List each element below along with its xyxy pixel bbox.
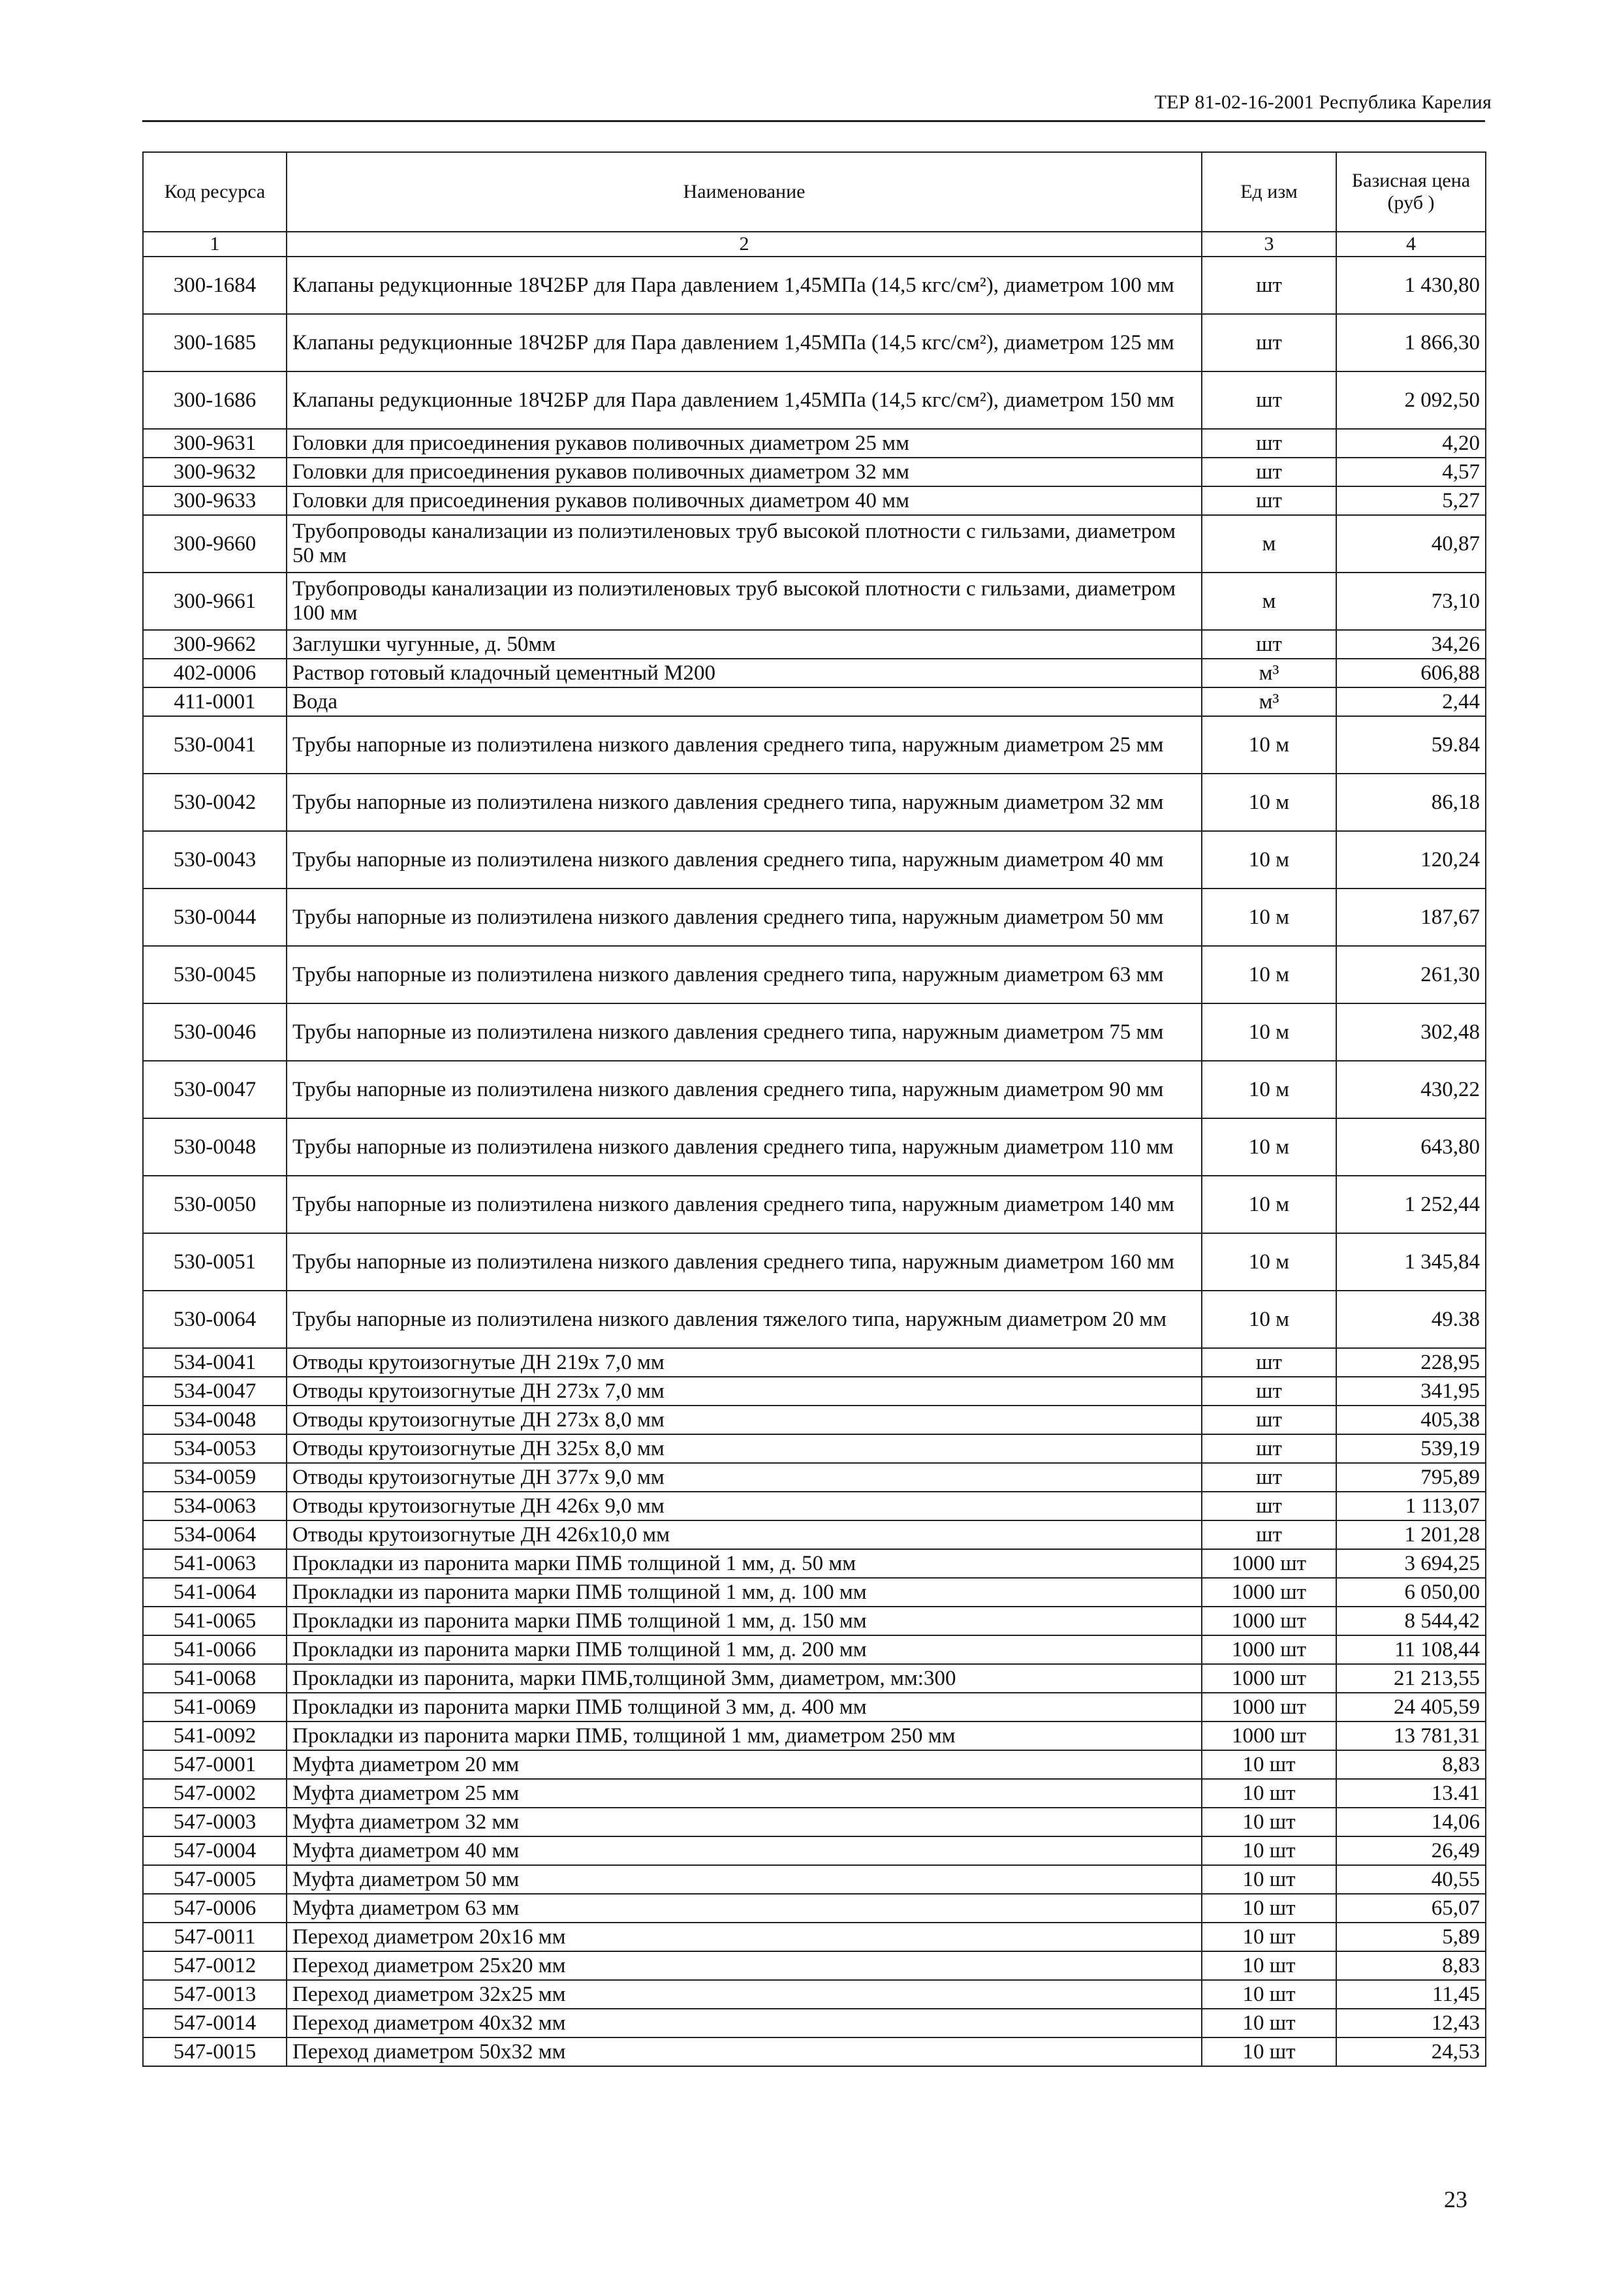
unit-cell: шт	[1202, 1492, 1336, 1520]
unit-cell: 10 м	[1202, 1233, 1336, 1291]
resource-name-cell: Головки для присоединения рукавов поливочных диаметром 40 мм	[287, 486, 1202, 515]
resource-code-cell: 300-1686	[143, 371, 287, 429]
unit-cell: 10 м	[1202, 946, 1336, 1003]
table-row	[143, 257, 1486, 314]
unit-cell: шт	[1202, 458, 1336, 486]
unit-cell: 1000 шт	[1202, 1722, 1336, 1750]
table-row	[143, 429, 1486, 458]
unit-cell: 10 м	[1202, 716, 1336, 774]
price-cell: 8 544,42	[1336, 1607, 1486, 1635]
resource-name-cell: Отводы крутоизогнутые ДН 325х 8,0 мм	[287, 1434, 1202, 1463]
column-number: 2	[287, 232, 1202, 257]
resource-name-cell: Муфта диаметром 20 мм	[287, 1750, 1202, 1779]
price-cell: 11 108,44	[1336, 1635, 1486, 1664]
resource-code-cell: 530-0046	[143, 1003, 287, 1061]
unit-cell: шт	[1202, 630, 1336, 659]
unit-cell: 10 шт	[1202, 1923, 1336, 1951]
price-cell: 13 781,31	[1336, 1722, 1486, 1750]
resource-code-cell: 534-0041	[143, 1348, 287, 1377]
price-cell: 24 405,59	[1336, 1693, 1486, 1722]
resource-name-cell: Муфта диаметром 50 мм	[287, 1865, 1202, 1894]
price-cell: 4,57	[1336, 458, 1486, 486]
price-cell: 34,26	[1336, 630, 1486, 659]
resource-name-cell: Отводы крутоизогнутые ДН 377х 9,0 мм	[287, 1463, 1202, 1492]
price-cell: 261,30	[1336, 946, 1486, 1003]
table-row	[143, 831, 1486, 889]
unit-cell: 10 м	[1202, 1176, 1336, 1233]
resource-code-cell: 547-0015	[143, 2037, 287, 2066]
table-row	[143, 1549, 1486, 1578]
price-cell: 11,45	[1336, 1980, 1486, 2009]
table-row	[143, 1836, 1486, 1865]
price-cell: 6 050,00	[1336, 1578, 1486, 1607]
resource-code-cell: 300-9631	[143, 429, 287, 458]
table-row	[143, 1406, 1486, 1434]
resource-name-cell: Трубопроводы канализации из полиэтиленовых труб высокой плотности с гильзами, диаметром 100 мм	[287, 573, 1202, 630]
document-header: ТЕР 81-02-16-2001 Республика Карелия	[1154, 91, 1492, 113]
unit-cell: 10 шт	[1202, 1865, 1336, 1894]
price-cell: 187,67	[1336, 889, 1486, 946]
unit-cell: 1000 шт	[1202, 1693, 1336, 1722]
resource-code-cell: 402-0006	[143, 659, 287, 687]
price-cell: 12,43	[1336, 2009, 1486, 2037]
price-cell: 59.84	[1336, 716, 1486, 774]
table-row	[143, 1750, 1486, 1779]
resource-code-cell: 547-0014	[143, 2009, 287, 2037]
resource-name-cell: Головки для присоединения рукавов поливочных диаметром 25 мм	[287, 429, 1202, 458]
resource-name-cell: Муфта диаметром 32 мм	[287, 1808, 1202, 1836]
resource-name-cell: Прокладки из паронита марки ПМБ толщиной 1 мм, д. 50 мм	[287, 1549, 1202, 1578]
table-row	[143, 314, 1486, 371]
price-cell: 302,48	[1336, 1003, 1486, 1061]
unit-cell: 1000 шт	[1202, 1607, 1336, 1635]
unit-cell: 10 шт	[1202, 1808, 1336, 1836]
resource-code-cell: 541-0068	[143, 1664, 287, 1693]
resource-name-cell: Вода	[287, 687, 1202, 716]
table-row	[143, 1492, 1486, 1520]
table-row	[143, 774, 1486, 831]
resource-code-cell: 530-0047	[143, 1061, 287, 1118]
resource-name-cell: Прокладки из паронита марки ПМБ толщиной 3 мм, д. 400 мм	[287, 1693, 1202, 1722]
resource-name-cell: Трубы напорные из полиэтилена низкого давления среднего типа, наружным диаметром 63 мм	[287, 946, 1202, 1003]
table-row	[143, 716, 1486, 774]
column-number: 1	[143, 232, 287, 257]
price-cell: 120,24	[1336, 831, 1486, 889]
resource-code-cell: 300-9661	[143, 573, 287, 630]
resource-name-cell: Отводы крутоизогнутые ДН 426х 9,0 мм	[287, 1492, 1202, 1520]
resource-name-cell: Клапаны редукционные 18Ч2БР для Пара давлением 1,45МПа (14,5 кгс/см²), диаметром 150 мм	[287, 371, 1202, 429]
resource-name-cell: Прокладки из паронита марки ПМБ толщиной 1 мм, д. 100 мм	[287, 1578, 1202, 1607]
resource-name-cell: Трубы напорные из полиэтилена низкого давления тяжелого типа, наружным диаметром 20 мм	[287, 1291, 1202, 1348]
unit-cell: 1000 шт	[1202, 1635, 1336, 1664]
table-row	[143, 1233, 1486, 1291]
table-row	[143, 1722, 1486, 1750]
page-number: 23	[1444, 2186, 1467, 2212]
unit-cell: 1000 шт	[1202, 1578, 1336, 1607]
resource-code-cell: 547-0003	[143, 1808, 287, 1836]
resource-name-cell: Трубы напорные из полиэтилена низкого давления среднего типа, наружным диаметром 25 мм	[287, 716, 1202, 774]
column-header-unit: Ед изм	[1202, 152, 1336, 232]
resource-code-cell: 541-0064	[143, 1578, 287, 1607]
resource-name-cell: Трубы напорные из полиэтилена низкого давления среднего типа, наружным диаметром 160 мм	[287, 1233, 1202, 1291]
resource-price-table	[142, 151, 1486, 2067]
price-cell: 1 252,44	[1336, 1176, 1486, 1233]
resource-name-cell: Трубы напорные из полиэтилена низкого давления среднего типа, наружным диаметром 40 мм	[287, 831, 1202, 889]
unit-cell: шт	[1202, 1434, 1336, 1463]
table-row	[143, 1693, 1486, 1722]
resource-name-cell: Раствор готовый кладочный цементный М200	[287, 659, 1202, 687]
price-cell: 49.38	[1336, 1291, 1486, 1348]
resource-code-cell: 534-0048	[143, 1406, 287, 1434]
price-cell: 643,80	[1336, 1118, 1486, 1176]
resource-name-cell: Отводы крутоизогнутые ДН 219х 7,0 мм	[287, 1348, 1202, 1377]
unit-cell: 10 шт	[1202, 1836, 1336, 1865]
table-row	[143, 1578, 1486, 1607]
price-cell: 430,22	[1336, 1061, 1486, 1118]
price-cell: 1 201,28	[1336, 1520, 1486, 1549]
resource-code-cell: 530-0048	[143, 1118, 287, 1176]
resource-name-cell: Трубопроводы канализации из полиэтиленовых труб высокой плотности с гильзами, диаметром 50 мм	[287, 515, 1202, 573]
resource-code-cell: 541-0065	[143, 1607, 287, 1635]
price-cell: 40,55	[1336, 1865, 1486, 1894]
unit-cell: 10 шт	[1202, 1980, 1336, 2009]
resource-name-cell: Клапаны редукционные 18Ч2БР для Пара давлением 1,45МПа (14,5 кгс/см²), диаметром 100 мм	[287, 257, 1202, 314]
unit-cell: 10 м	[1202, 774, 1336, 831]
table-row	[143, 946, 1486, 1003]
resource-name-cell: Переход диаметром 40х32 мм	[287, 2009, 1202, 2037]
unit-cell: 10 м	[1202, 1003, 1336, 1061]
price-cell: 405,38	[1336, 1406, 1486, 1434]
resource-code-cell: 300-9660	[143, 515, 287, 573]
table-row	[143, 515, 1486, 573]
resource-code-cell: 300-1684	[143, 257, 287, 314]
table-row	[143, 1520, 1486, 1549]
unit-cell: 1000 шт	[1202, 1549, 1336, 1578]
table-row	[143, 1348, 1486, 1377]
resource-code-cell: 530-0051	[143, 1233, 287, 1291]
table-row	[143, 1291, 1486, 1348]
unit-cell: шт	[1202, 429, 1336, 458]
resource-name-cell: Прокладки из паронита марки ПМБ толщиной 1 мм, д. 200 мм	[287, 1635, 1202, 1664]
resource-name-cell: Муфта диаметром 40 мм	[287, 1836, 1202, 1865]
unit-cell: шт	[1202, 486, 1336, 515]
unit-cell: 10 шт	[1202, 1779, 1336, 1808]
unit-cell: м	[1202, 515, 1336, 573]
resource-code-cell: 411-0001	[143, 687, 287, 716]
resource-name-cell: Трубы напорные из полиэтилена низкого давления среднего типа, наружным диаметром 110 мм	[287, 1118, 1202, 1176]
table-row	[143, 1664, 1486, 1693]
price-cell: 341,95	[1336, 1377, 1486, 1406]
table-row	[143, 1894, 1486, 1923]
resource-code-cell: 534-0047	[143, 1377, 287, 1406]
resource-code-cell: 547-0011	[143, 1923, 287, 1951]
resource-code-cell: 530-0044	[143, 889, 287, 946]
resource-name-cell: Головки для присоединения рукавов поливочных диаметром 32 мм	[287, 458, 1202, 486]
resource-name-cell: Трубы напорные из полиэтилена низкого давления среднего типа, наружным диаметром 75 мм	[287, 1003, 1202, 1061]
price-cell: 21 213,55	[1336, 1664, 1486, 1693]
resource-name-cell: Трубы напорные из полиэтилена низкого давления среднего типа, наружным диаметром 140 мм	[287, 1176, 1202, 1233]
resource-name-cell: Заглушки чугунные, д. 50мм	[287, 630, 1202, 659]
resource-code-cell: 530-0043	[143, 831, 287, 889]
unit-cell: 1000 шт	[1202, 1664, 1336, 1693]
price-cell: 2 092,50	[1336, 371, 1486, 429]
price-cell: 26,49	[1336, 1836, 1486, 1865]
resource-code-cell: 534-0064	[143, 1520, 287, 1549]
price-cell: 24,53	[1336, 2037, 1486, 2066]
resource-code-cell: 530-0045	[143, 946, 287, 1003]
resource-name-cell: Муфта диаметром 63 мм	[287, 1894, 1202, 1923]
price-cell: 228,95	[1336, 1348, 1486, 1377]
unit-cell: шт	[1202, 1406, 1336, 1434]
table-row	[143, 1779, 1486, 1808]
resource-code-cell: 300-1685	[143, 314, 287, 371]
unit-cell: шт	[1202, 1520, 1336, 1549]
unit-cell: шт	[1202, 257, 1336, 314]
column-header-code: Код ресурса	[143, 152, 287, 232]
price-cell: 539,19	[1336, 1434, 1486, 1463]
resource-name-cell: Прокладки из паронита, марки ПМБ,толщиной 3мм, диаметром, мм:300	[287, 1664, 1202, 1693]
price-cell: 73,10	[1336, 573, 1486, 630]
column-header-name: Наименование	[287, 152, 1202, 232]
price-cell: 3 694,25	[1336, 1549, 1486, 1578]
unit-cell: 10 шт	[1202, 2009, 1336, 2037]
resource-code-cell: 530-0042	[143, 774, 287, 831]
price-cell: 86,18	[1336, 774, 1486, 831]
resource-code-cell: 541-0092	[143, 1722, 287, 1750]
table-row	[143, 1607, 1486, 1635]
unit-cell: м	[1202, 573, 1336, 630]
resource-name-cell: Прокладки из паронита марки ПМБ, толщиной 1 мм, диаметром 250 мм	[287, 1722, 1202, 1750]
resource-name-cell: Отводы крутоизогнутые ДН 273х 8,0 мм	[287, 1406, 1202, 1434]
price-cell: 2,44	[1336, 687, 1486, 716]
table-row	[143, 2037, 1486, 2066]
resource-name-cell: Переход диаметром 32х25 мм	[287, 1980, 1202, 2009]
table-row	[143, 458, 1486, 486]
column-number: 3	[1202, 232, 1336, 257]
price-cell: 8,83	[1336, 1951, 1486, 1980]
table-row	[143, 687, 1486, 716]
price-cell: 40,87	[1336, 515, 1486, 573]
table-row	[143, 573, 1486, 630]
unit-cell: 10 шт	[1202, 1951, 1336, 1980]
resource-code-cell: 547-0012	[143, 1951, 287, 1980]
resource-code-cell: 534-0059	[143, 1463, 287, 1492]
resource-code-cell: 547-0001	[143, 1750, 287, 1779]
resource-code-cell: 300-9633	[143, 486, 287, 515]
resource-code-cell: 547-0004	[143, 1836, 287, 1865]
unit-cell: 10 шт	[1202, 1894, 1336, 1923]
table-row	[143, 486, 1486, 515]
table-row	[143, 1980, 1486, 2009]
resource-name-cell: Отводы крутоизогнутые ДН 426х10,0 мм	[287, 1520, 1202, 1549]
price-cell: 1 430,80	[1336, 257, 1486, 314]
header-rule	[142, 120, 1485, 122]
table-row	[143, 1865, 1486, 1894]
unit-cell: 10 м	[1202, 1118, 1336, 1176]
resource-name-cell: Трубы напорные из полиэтилена низкого давления среднего типа, наружным диаметром 32 мм	[287, 774, 1202, 831]
resource-code-cell: 530-0041	[143, 716, 287, 774]
table-row	[143, 2009, 1486, 2037]
resource-code-cell: 547-0002	[143, 1779, 287, 1808]
table-row	[143, 659, 1486, 687]
unit-cell: шт	[1202, 371, 1336, 429]
column-number-row	[143, 232, 1486, 257]
resource-code-cell: 541-0066	[143, 1635, 287, 1664]
unit-cell: м³	[1202, 687, 1336, 716]
resource-code-cell: 547-0006	[143, 1894, 287, 1923]
price-cell: 65,07	[1336, 1894, 1486, 1923]
price-cell: 606,88	[1336, 659, 1486, 687]
price-cell: 795,89	[1336, 1463, 1486, 1492]
price-cell: 8,83	[1336, 1750, 1486, 1779]
table-row	[143, 1434, 1486, 1463]
table-header-row	[143, 152, 1486, 232]
unit-cell: 10 шт	[1202, 2037, 1336, 2066]
price-cell: 5,27	[1336, 486, 1486, 515]
unit-cell: 10 м	[1202, 831, 1336, 889]
resource-name-cell: Трубы напорные из полиэтилена низкого давления среднего типа, наружным диаметром 90 мм	[287, 1061, 1202, 1118]
price-cell: 14,06	[1336, 1808, 1486, 1836]
price-cell: 13.41	[1336, 1779, 1486, 1808]
table-row	[143, 630, 1486, 659]
unit-cell: шт	[1202, 314, 1336, 371]
price-cell: 5,89	[1336, 1923, 1486, 1951]
table-row	[143, 1061, 1486, 1118]
table-row	[143, 1463, 1486, 1492]
table-row	[143, 1923, 1486, 1951]
resource-name-cell: Муфта диаметром 25 мм	[287, 1779, 1202, 1808]
table-row	[143, 1808, 1486, 1836]
unit-cell: 10 шт	[1202, 1750, 1336, 1779]
resource-code-cell: 547-0013	[143, 1980, 287, 2009]
unit-cell: шт	[1202, 1348, 1336, 1377]
resource-code-cell: 300-9632	[143, 458, 287, 486]
resource-code-cell: 547-0005	[143, 1865, 287, 1894]
resource-name-cell: Переход диаметром 50х32 мм	[287, 2037, 1202, 2066]
resource-code-cell: 530-0064	[143, 1291, 287, 1348]
table-row	[143, 1176, 1486, 1233]
resource-name-cell: Отводы крутоизогнутые ДН 273х 7,0 мм	[287, 1377, 1202, 1406]
resource-name-cell: Переход диаметром 20х16 мм	[287, 1923, 1202, 1951]
price-cell: 4,20	[1336, 429, 1486, 458]
resource-code-cell: 541-0063	[143, 1549, 287, 1578]
resource-name-cell: Клапаны редукционные 18Ч2БР для Пара давлением 1,45МПа (14,5 кгс/см²), диаметром 125 мм	[287, 314, 1202, 371]
resource-code-cell: 534-0053	[143, 1434, 287, 1463]
price-cell: 1 866,30	[1336, 314, 1486, 371]
column-header-price: Базисная цена (руб )	[1336, 152, 1486, 232]
resource-code-cell: 534-0063	[143, 1492, 287, 1520]
unit-cell: шт	[1202, 1377, 1336, 1406]
table-row	[143, 1951, 1486, 1980]
table-row	[143, 1377, 1486, 1406]
price-cell: 1 345,84	[1336, 1233, 1486, 1291]
table-row	[143, 889, 1486, 946]
resource-name-cell: Переход диаметром 25х20 мм	[287, 1951, 1202, 1980]
resource-name-cell: Трубы напорные из полиэтилена низкого давления среднего типа, наружным диаметром 50 мм	[287, 889, 1202, 946]
table-row	[143, 371, 1486, 429]
table-row	[143, 1003, 1486, 1061]
unit-cell: шт	[1202, 1463, 1336, 1492]
column-number: 4	[1336, 232, 1486, 257]
resource-code-cell: 300-9662	[143, 630, 287, 659]
resource-code-cell: 541-0069	[143, 1693, 287, 1722]
unit-cell: 10 м	[1202, 889, 1336, 946]
unit-cell: 10 м	[1202, 1291, 1336, 1348]
price-cell: 1 113,07	[1336, 1492, 1486, 1520]
table-row	[143, 1635, 1486, 1664]
unit-cell: м³	[1202, 659, 1336, 687]
unit-cell: 10 м	[1202, 1061, 1336, 1118]
resource-code-cell: 530-0050	[143, 1176, 287, 1233]
table-row	[143, 1118, 1486, 1176]
resource-name-cell: Прокладки из паронита марки ПМБ толщиной 1 мм, д. 150 мм	[287, 1607, 1202, 1635]
